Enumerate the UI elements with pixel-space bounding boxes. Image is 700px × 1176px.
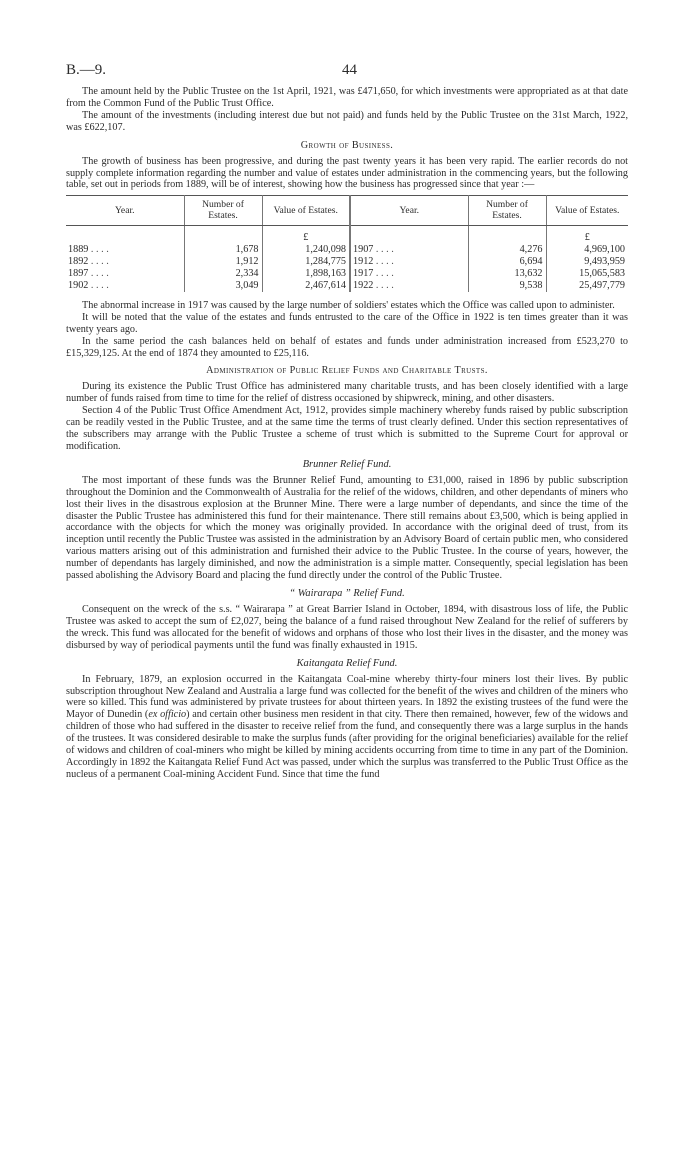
year-cell: 1922 [353, 279, 374, 291]
kaitangata-text-before: In February, 1879, an explosion occurred in the Kaitangata Coal-mine whereby thirty-four miners lost their lives. By public subscription throughout New Zealand and Australia a large fund was collected for the benefit of the wives and children of the miners who were so killed. This fund was administered by private trustees for about thirteen years. In 1892 the existing trustees of the fund were the Mayor of Dunedin ( [66, 673, 628, 721]
relief-heading: Administration of Public Relief Funds and Charitable Trusts. [206, 365, 488, 377]
leader-dots: . . [375, 244, 384, 256]
col-header-year: Year. [66, 196, 184, 226]
intro-paragraph-1: The amount held by the Public Trustee on the 1st April, 1921, was £471,650, for which investments were appropriated as at that date from the Common Fund of the Public Trust Office. [66, 86, 628, 109]
table-row [66, 244, 628, 256]
table-row [66, 268, 628, 280]
value-cell: 1,240,098 [262, 244, 350, 256]
number-cell: 6,694 [468, 256, 546, 268]
col-header-number-2: Number of Estates. [468, 196, 546, 226]
year-cell: 1912 [353, 256, 374, 268]
unit-label-2: £ [584, 232, 590, 244]
leader-dots: . . [375, 279, 384, 291]
year-cell: 1889 [68, 244, 89, 256]
relief-paragraph-2: Section 4 of the Public Trust Office Amendment Act, 1912, provides simple machinery whereby funds raised by public subscription can be readily vested in the Public Trustee, and at the same time the terms of trust clearly defined. Under this section representatives of the subscribers may arrange with the Public Trustee a scheme of trust which is submitted to the Supreme Court for approval or modification. [66, 405, 628, 452]
value-cell: 15,065,583 [579, 268, 625, 280]
brunner-heading: Brunner Relief Fund. [302, 458, 392, 470]
table-unit-row [66, 226, 628, 244]
number-cell: 13,632 [468, 268, 546, 280]
wairarapa-paragraph: Consequent on the wreck of the s.s. “ Wairarapa ” at Great Barrier Island in October, 1894, with disastrous loss of life, the Public Trustee was asked to accept the sum of £2,027, being the balance of a fund raised throughout New Zealand for the relief of sufferers by the wreck. This fund was allocated for the benefit of widows and orphans of those who lost their lives in the disaster, and the money was disbursed by way of periodical payments until the fund was finally exhausted in 1915. [66, 604, 628, 651]
value-cell: 4,969,100 [584, 244, 625, 256]
year-cell: 1917 [353, 268, 374, 280]
brunner-paragraph: The most important of these funds was the Brunner Relief Fund, amounting to £31,000, raised in 1896 by public subscription throughout the Dominion and the Commonwealth of Australia for the relief of the widows, children, and other dependants of miners who lost their lives in the disastrous explosion at the Brunner Mine. There were a large number of dependants, and since the time of the disaster the Public Trustee has administered this fund for their maintenance. There still remains about £3,500, which is being applied in accordance with the objects for which the money was originally provided. In accordance with the original deed of trust, from its inception until recently the Public Trustee was assisted in the administration by an Advisory Board of certain public men, who considered various matters arising out of this administration and furnished their advice to the Public Trustee. In the course of years, however, the number of dependants has largely diminished, and now the administration is a simple matter. Consequently, special legislation has been passed abolishing the Advisory Board and placing the fund directly under the control of the Public Trustee. [66, 474, 628, 582]
leader-dots: . . [386, 244, 394, 256]
kaitangata-heading: Kaitangata Relief Fund. [296, 657, 398, 669]
growth-paragraph-3: It will be noted that the value of the estates and funds entrusted to the care of the Office in 1922 is ten times greater than it was twenty years ago. [66, 311, 628, 335]
number-cell: 1,912 [184, 256, 262, 268]
number-cell: 2,334 [184, 268, 262, 280]
leader-dots: . . [375, 268, 384, 280]
growth-paragraph-2: The abnormal increase in 1917 was caused by the large number of soldiers' estates which the Office was called upon to administer. [82, 299, 615, 311]
year-cell: 1892 [68, 256, 89, 268]
leader-dots: . . [386, 256, 394, 268]
number-cell: 9,538 [468, 280, 546, 292]
leader-dots: . . [101, 279, 109, 291]
table-header-row [66, 196, 628, 226]
year-cell: 1907 [353, 244, 374, 256]
value-cell: 1,284,775 [262, 256, 350, 268]
document-page [66, 62, 628, 781]
year-cell: 1902 [68, 279, 89, 291]
kaitangata-paragraph [66, 674, 628, 781]
growth-paragraph-1: The growth of business has been progressive, and during the past twenty years it has been very rapid. The earlier records do not supply complete information regarding the number and value of estates under administration in the commencing years, but the following table, set out in periods from 1889, will be of interest, showing how the business has progressed since that year :— [66, 155, 628, 191]
leader-dots: . . [90, 244, 99, 256]
intro-paragraph-2: The amount of the investments (including interest due but not paid) and funds held by the Public Trustee on the 31st March, 1922, was £622,107. [66, 109, 628, 133]
estates-table [66, 195, 628, 292]
value-cell: 1,898,163 [262, 268, 350, 280]
number-cell: 4,276 [468, 244, 546, 256]
table-row [66, 256, 628, 268]
value-cell: 2,467,614 [262, 280, 350, 292]
value-cell: 9,493,959 [584, 256, 625, 268]
col-header-value-2: Value of Estates. [546, 196, 628, 226]
leader-dots: . . [386, 279, 394, 291]
page-header [66, 62, 628, 86]
leader-dots: . . [101, 256, 109, 268]
col-header-value: Value of Estates. [262, 196, 350, 226]
year-cell: 1897 [68, 268, 89, 280]
table-row [66, 280, 628, 292]
relief-paragraph-1: During its existence the Public Trust Office has administered many charitable trusts, and has been closely identified with a large number of funds raised from time to time for the relief of distress occasioned by shipwreck, mining, and other disasters. [66, 381, 628, 405]
report-reference: B.—9. [66, 62, 107, 78]
ex-officio-text: ex officio [148, 709, 187, 721]
leader-dots: . . [101, 244, 109, 256]
leader-dots: . . [90, 268, 99, 280]
growth-heading: Growth of Business. [300, 139, 394, 151]
col-header-number: Number of Estates. [184, 196, 262, 226]
number-cell: 3,049 [184, 280, 262, 292]
leader-dots: . . [375, 256, 384, 268]
growth-paragraph-4: In the same period the cash balances held on behalf of estates and funds under administration increased from £523,270 to £15,329,125. At the end of 1874 they amounted to £25,116. [66, 335, 628, 359]
leader-dots: . . [90, 256, 99, 268]
kaitangata-text-after: ) and certain other business men resident in that city. There then remained, however, few of the widows and children of those who had suffered in the disaster to receive relief from the fund, and consequently there was a large surplus in the hands of the trustees. It was considered desirable to make the surplus funds (after providing for the original beneficiaries) available for the relief of widows and children of coal-miners who might be killed by mining accidents occurring from time to time in any part of the Dominion. Accordingly in 1892 the Kaitangata Relief Fund Act was passed, under which the surplus was transferred to the Public Trust Office as the nucleus of a permanent Coal-mining Accident Fund. Since that time the fund [66, 709, 629, 780]
leader-dots: . . [101, 268, 109, 280]
page-number: 44 [342, 62, 357, 78]
value-cell: 25,497,779 [579, 279, 625, 291]
leader-dots: . . [90, 279, 99, 291]
col-header-year-2: Year. [350, 196, 468, 226]
wairarapa-heading: “ Wairarapa ” Relief Fund. [289, 588, 405, 599]
unit-label: £ [262, 226, 350, 244]
leader-dots: . . [386, 268, 394, 280]
number-cell: 1,678 [184, 244, 262, 256]
